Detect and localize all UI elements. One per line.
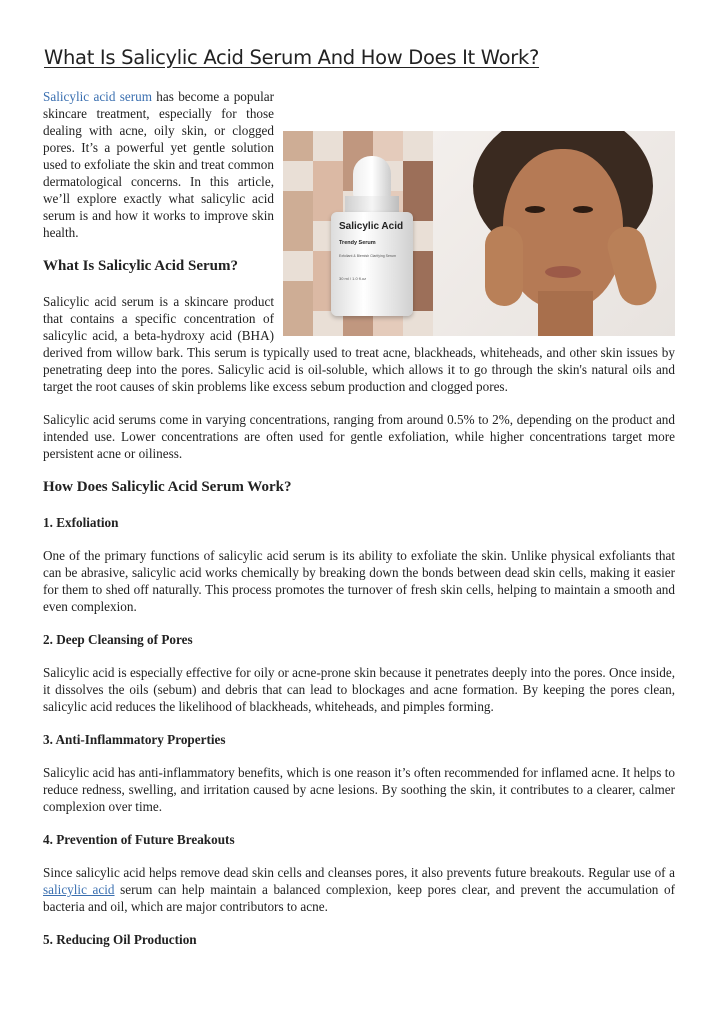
collage-tile (283, 131, 313, 161)
section1-paragraph-2: Salicylic acid serums come in varying concentrations, ranging from around 0.5% to 2%, depending on the product and intended use. Lower concentrations are often used for gentle exfoliation, while higher concentrations target more persistent acne or oiliness. (43, 412, 675, 461)
bottle-name: Salicylic Acid (339, 221, 404, 232)
section-heading-what-is: What Is Salicylic Acid Serum? (43, 258, 239, 274)
page-title: What Is Salicylic Acid Serum And How Does It Work? (44, 46, 540, 69)
section-heading-how-works: How Does Salicylic Acid Serum Work? (43, 479, 292, 495)
item-heading: 3. Anti-Inflammatory Properties (43, 732, 226, 747)
salicylic-acid-serum-link[interactable]: Salicylic acid serum (43, 89, 152, 104)
collage-tile (283, 281, 313, 311)
model-photo (433, 131, 675, 336)
item-paragraph: Salicylic acid is especially effective for oily or acne-prone skin because it penetrates deeply into the pores. Once inside, it dissolves the oils (sebum) and debris that can lead to blockages and acne formation. By keeping the pores clean, salicylic acid reduces the likelihood of blackheads, whiteheads, and pimples forming. (43, 665, 675, 714)
item-heading: 1. Exfoliation (43, 515, 119, 530)
bottle-volume: 30 ml / 1.0 fl.oz (339, 276, 367, 281)
collage-tile (283, 311, 313, 336)
collage-tile (283, 191, 313, 221)
item-heading: 4. Prevention of Future Breakouts (43, 832, 235, 847)
item-heading: 2. Deep Cleansing of Pores (43, 632, 193, 647)
item-paragraph: Salicylic acid has anti-inflammatory benefits, which is one reason it’s often recommended for inflamed acne. It helps to reduce redness, swelling, and irritation caused by acne lesions. By soothing the skin, it contributes to a clearer, calmer complexion over time. (43, 765, 675, 814)
serum-bottle (331, 156, 413, 316)
intro-paragraph: Salicylic acid serum has become a popular skincare treatment, especially for those dealing with acne, oily skin, or clogged pores. It’s a powerful yet gentle solution used to exfoliate the skin and treat common dermatological concerns. In this article, we’ll explore exactly what salicylic acid serum is and how it works to improve skin health. (43, 89, 274, 240)
salicylic-acid-link[interactable]: salicylic acid (43, 882, 115, 897)
item-heading: 5. Reducing Oil Production (43, 932, 197, 947)
section1-paragraph-1: Salicylic acid serum is a skincare product that contains a specific concentration of salicylic acid, a beta-hydroxy acid (BHA) derived from willow bark. This serum is typically used to treat acne, blackheads, whiteheads, and other skin issues by penetrating deep into the pores. Salicylic acid is oil-soluble, which allows it to go through the skin's natural oils and target the root causes of skin problems like excess sebum production and clogged pores. (43, 294, 675, 394)
collage-tile (283, 221, 313, 251)
article-body (43, 88, 675, 964)
item-paragraph: Since salicylic acid helps remove dead skin cells and cleanses pores, it also prevents future breakouts. Regular use of a salicylic acid serum can help maintain a balanced complexion, keep pores clear, and prevent the accumulation of bacteria and oil, which are major contributors to acne. (43, 865, 675, 914)
bottle-sub: Trendy Serum (339, 240, 376, 246)
item-paragraph: One of the primary functions of salicylic acid serum is its ability to exfoliate the skin. Unlike physical exfoliants that can be abrasive, salicylic acid works chemically by breaking down the bonds between dead skin cells, making it easier for them to shed off naturally. This process promotes the turnover of fresh skin cells, helping to maintain a smooth and even complexion. (43, 548, 675, 614)
product-image (283, 131, 675, 336)
bottle-small-text: Exfoliant & Blemish Clarifying Serum (339, 254, 396, 258)
